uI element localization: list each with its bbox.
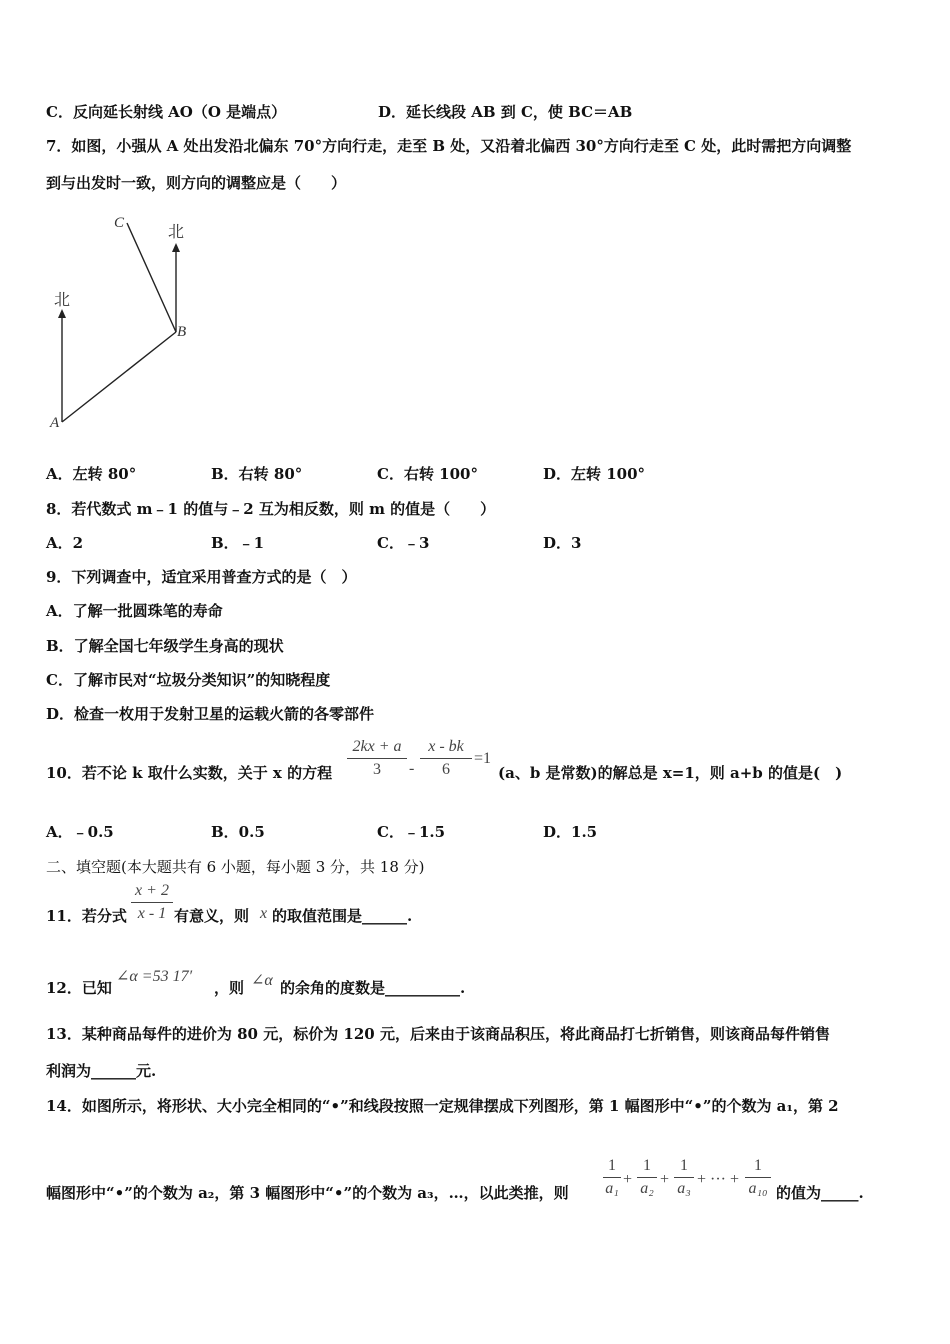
q8-option-b: B．﹣1 [211,534,265,552]
q11-fraction [131,882,173,923]
q12-prefix: 12．已知 [46,979,112,997]
label-a: A [50,415,60,431]
q14-term-3 [674,1157,694,1198]
q10-suffix: (a、b 是常数)的解总是 x=1，则 a+b 的值是( ) [498,764,843,782]
section-2-title: 二、填空题(本大题共有 6 小题，每小题 3 分，共 18 分) [46,858,425,876]
q11-prefix: 11．若分式 [46,907,127,925]
segment-ab [62,332,176,422]
q14-term-1 [603,1157,621,1198]
q13-line1: 13．某种商品每件的进价为 80 元，标价为 120 元，后来由于该商品积压，将此商品打七折销售，则该商品每件销售 [46,1025,830,1043]
q12-angle-symbol: ∠α [251,972,273,989]
q11-denominator: x - 1 [137,905,167,922]
q10-prefix: 10．若不论 k 取什么实数，关于 x 的方程 [46,764,333,782]
north-arrowhead-b [172,243,180,252]
q14-suffix: 的值为_____. [776,1184,864,1202]
q14-line1: 14．如图所示，将形状、大小完全相同的“•”和线段按照一定规律摆成下列图形，第 1 幅图形中“•”的个数为 a₁，第 2 [46,1097,839,1115]
q7-direction-figure [40,205,210,440]
q14-term-2 [637,1157,657,1198]
q7-stem-line1: 7．如图，小强从 A 处出发沿北偏东 70°方向行走，走至 B 处，又沿着北偏西 30°方向行走至 C 处，此时需把方向调整 [46,137,852,155]
q9-option-b: B．了解全国七年级学生身高的现状 [46,637,284,655]
q10-frac2-denominator: 6 [442,761,450,778]
q10-option-a: A．﹣0.5 [46,823,114,841]
q10-equals: =1 [474,750,492,767]
q10-frac1-numerator: 2kx + a [352,738,402,755]
q11-suffix: 的取值范围是______. [272,907,413,925]
q14-term-10-den: a₁₀ [748,1180,768,1197]
q7-option-b: B．右转 80° [211,465,303,483]
north-arrowhead-a [58,309,66,318]
q11-variable: x [260,905,268,922]
q10-option-b: B．0.5 [211,823,265,841]
q10-option-d: D．1.5 [543,823,598,841]
q10-minus: - [409,760,415,777]
q9-stem: 9．下列调查中，适宜采用普查方式的是（ ） [46,568,357,586]
q14-ellipsis: + ··· + [697,1171,740,1188]
q11-numerator: x + 2 [135,882,169,899]
q13-line2: 利润为______元. [46,1062,157,1080]
q10-frac1-denominator: 3 [373,761,381,778]
q8-option-c: C．﹣3 [377,534,430,552]
north-label-a: 北 [54,292,71,309]
q10-option-c: C．﹣1.5 [377,823,446,841]
q9-option-c: C．了解市民对“垃圾分类知识”的知晓程度 [46,671,331,689]
q14-term-10-num: 1 [754,1157,762,1174]
label-c: C [114,215,125,231]
q14-term-2-num: 1 [643,1157,651,1174]
label-b: B [177,324,187,340]
q10-frac2-numerator: x - bk [428,738,464,755]
q8-option-a: A．2 [46,534,84,552]
q14-term-1-num: 1 [608,1157,616,1174]
q14-term-10 [745,1157,771,1198]
q8-stem: 8．若代数式 m﹣1 的值与﹣2 互为相反数，则 m 的值是（ ） [46,500,496,518]
q7-option-d: D．左转 100° [543,465,646,483]
q14-term-3-num: 1 [680,1157,688,1174]
q12-middle: ，则 [214,979,245,997]
q14-plus-2: + [660,1171,670,1188]
q7-stem-line2: 到与出发时一致，则方向的调整应是（ ） [46,174,347,192]
q9-option-d: D．检查一枚用于发射卫星的运载火箭的各零部件 [46,705,375,723]
q6-option-c: C．反向延长射线 AO（O 是端点） [46,103,287,121]
q6-option-d: D．延长线段 AB 到 C，使 BC＝AB [378,103,633,121]
q10-fraction-1 [347,738,407,779]
q12-suffix: 的余角的度数是__________. [280,979,466,997]
q14-plus-1: + [623,1171,633,1188]
q10-fraction-2 [420,738,472,779]
north-label-b: 北 [168,224,185,241]
q12-angle-expression: ∠α =53 17′ [116,968,193,985]
q14-term-3-den: a₃ [677,1180,691,1197]
q9-option-a: A．了解一批圆珠笔的寿命 [46,602,223,620]
q11-middle: 有意义，则 [174,907,250,925]
q14-line2: 幅图形中“•”的个数为 a₂，第 3 幅图形中“•”的个数为 a₃，…，以此类推，则 [46,1184,569,1202]
q7-option-c: C．右转 100° [377,465,478,483]
q7-option-a: A．左转 80° [46,465,137,483]
q14-term-1-den: a₁ [605,1180,619,1197]
q14-term-2-den: a₂ [640,1180,654,1197]
q8-option-d: D．3 [543,534,582,552]
